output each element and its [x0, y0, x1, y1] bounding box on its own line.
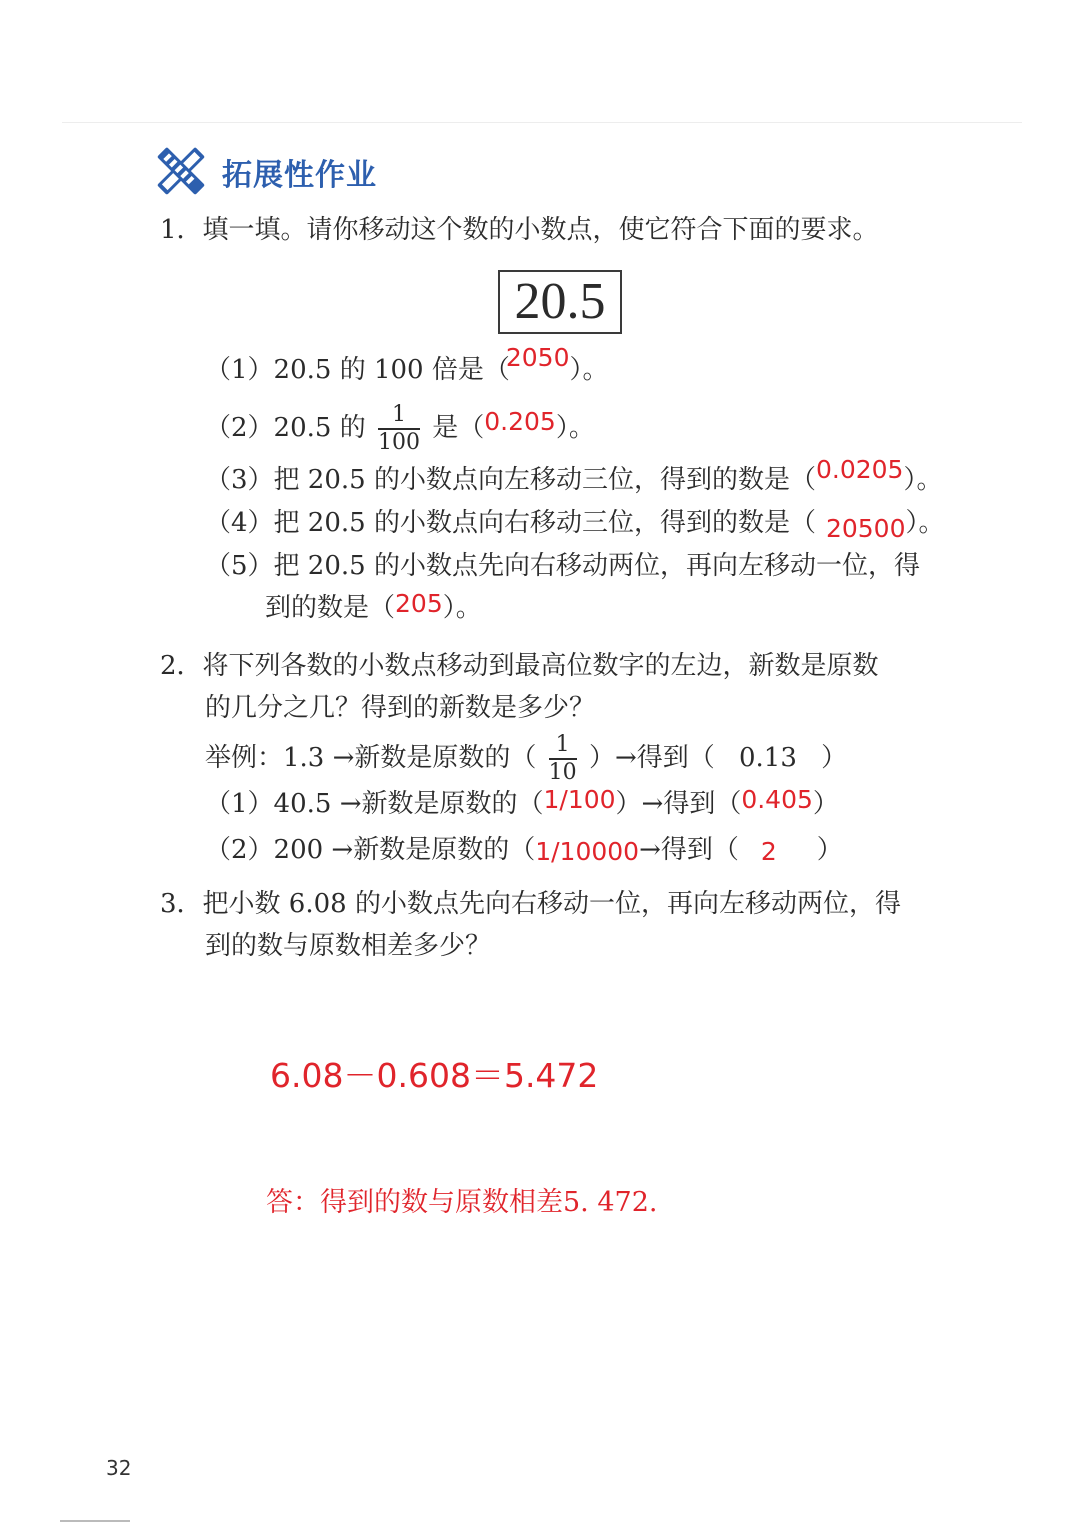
q1-item-4-text: （4）把 20.5 的小数点向右移动三位，得到的数是（ — [205, 508, 816, 538]
q1-item-1-answer: 2050 — [505, 343, 570, 372]
question-3-prompt-line1: 3．把小数 6.08 的小数点先向右移动一位，再向左移动两位，得 — [160, 889, 901, 919]
q1-item-5-end: ）。 — [442, 593, 482, 623]
q2-item-2-answer-value: 2 — [760, 837, 777, 866]
q2-item-1 — [205, 786, 839, 822]
q1-item-2-answer: 0.205 — [484, 407, 556, 436]
q1-item-2-mid: 是（ — [432, 413, 485, 443]
page-number: 32 — [106, 1456, 132, 1480]
q1-item-5-line2 — [265, 590, 482, 626]
q2-example-fraction — [549, 733, 577, 785]
q1-item-4 — [205, 505, 945, 541]
question-1-prompt: 1．填一填。请你移动这个数的小数点，使它符合下面的要求。 — [160, 215, 879, 245]
q3-calculation: 6.08－0.608＝5.472 — [270, 1056, 599, 1095]
fraction-denominator: 10 — [548, 760, 577, 785]
q1-item-2-text: （2）20.5 的 — [205, 413, 366, 443]
q1-item-4-answer: 20500 — [825, 514, 906, 543]
bottom-divider — [60, 1520, 130, 1522]
q1-item-3-text: （3）把 20.5 的小数点向左移动三位，得到的数是（ — [205, 465, 816, 495]
q3-answer: 答：得到的数与原数相差5. 472. — [266, 1187, 658, 1218]
q2-item-2-mid: →得到（ — [639, 835, 739, 865]
q2-item-1-end: ） — [812, 789, 839, 819]
q2-item-1-label: （1）40.5 →新数是原数的（ — [205, 789, 544, 819]
q2-item-2 — [205, 832, 843, 868]
q1-item-3-end: ）。 — [903, 465, 943, 495]
q1-item-5-text: （5）把 20.5 的小数点先向右移动两位，再向左移动一位，得 — [205, 551, 920, 581]
q2-example — [205, 726, 847, 790]
q1-item-3 — [205, 455, 943, 498]
q2-example-value: 0.13 — [739, 743, 797, 773]
question-2-prompt-line2: 的几分之几？得到的新数是多少？ — [205, 693, 596, 723]
boxed-number: 20.5 — [498, 270, 622, 334]
q1-item-5-answer: 205 — [395, 589, 443, 618]
top-divider — [62, 122, 1022, 123]
q1-item-4-end: ）。 — [905, 508, 945, 538]
q2-item-2-end: ） — [816, 835, 843, 865]
q1-item-2-end: ）。 — [555, 413, 595, 443]
q2-item-1-mid: ）→得到（ — [615, 789, 742, 819]
q1-item-3-answer: 0.0205 — [815, 455, 904, 484]
fraction-numerator: 1 — [391, 402, 406, 427]
q2-item-1-answer-value: 0.405 — [741, 785, 813, 814]
question-3-prompt-line2: 到的数与原数相差多少？ — [205, 931, 492, 961]
section-title: 拓展性作业 — [222, 158, 377, 193]
q2-example-label: 举例：1.3 →新数是原数的（ — [205, 743, 537, 773]
fraction-numerator: 1 — [555, 732, 570, 757]
q1-item-5-text2: 到的数是（ — [265, 593, 396, 623]
question-2-prompt-line1: 2．将下列各数的小数点移动到最高位数字的左边，新数是原数 — [160, 651, 879, 681]
q2-example-end: ） — [821, 743, 848, 773]
q1-item-2 — [205, 398, 595, 458]
q1-item-2-fraction — [378, 403, 420, 455]
q2-item-2-label: （2）200 →新数是原数的（ — [205, 835, 536, 865]
q1-item-1-end: ）。 — [569, 355, 609, 385]
q1-item-5 — [205, 548, 920, 584]
q1-item-1-text: （1）20.5 的 100 倍是（ — [205, 355, 510, 385]
pencil-ruler-icon — [152, 142, 210, 200]
q2-item-2-answer-fraction: 1/10000 — [535, 837, 640, 866]
q2-item-1-answer-fraction: 1/100 — [543, 785, 616, 814]
q2-example-mid: ）→得到（ — [588, 743, 715, 773]
fraction-denominator: 100 — [377, 430, 420, 455]
q1-item-1 — [205, 343, 609, 388]
